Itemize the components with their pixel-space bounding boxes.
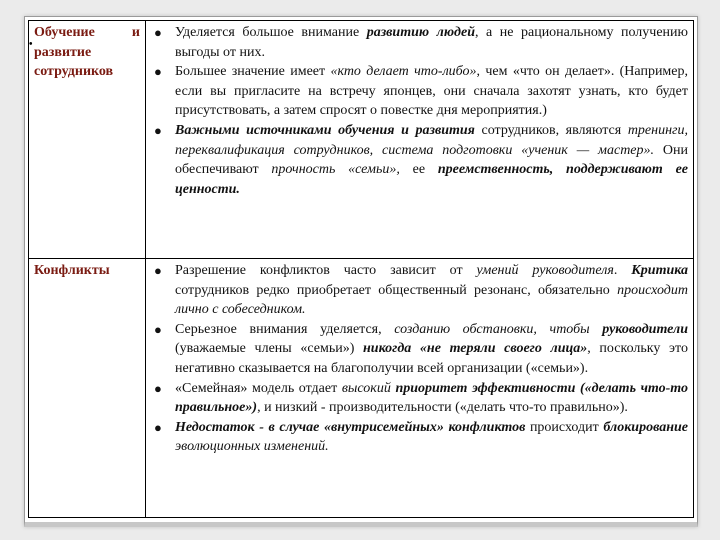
text: происходит [525,419,604,435]
text-emphasis: высокий [341,380,391,396]
text-emphasis: руководители [602,321,688,337]
text-emphasis: блокирование [603,419,689,435]
text: . [613,263,632,278]
list-item [151,320,688,379]
document-page [24,16,698,527]
text-emphasis: приоритет эффективности («делать что-то правильное») [175,380,688,416]
list-item [151,23,688,62]
content-table [28,20,694,518]
text: , и низкий - производительности («делать что-то правильно»). [257,400,628,416]
text-emphasis: прочность «семьи», [271,162,400,178]
text: «Семейная» модель отдает [175,380,342,396]
table-row [29,21,694,259]
text-emphasis: созданию обстановки, чтобы [394,321,603,337]
text: сотрудников редко приобретает общественный резонанс, обязательно [175,282,618,298]
text-emphasis: умений руководителя [476,263,614,278]
list-item [151,379,688,418]
text: Уделяется большое внимание [175,25,367,40]
label-word: сотрудников [34,64,114,80]
bullet-icon: ● [154,419,162,435]
text-emphasis: «кто делает что-либо» [330,64,477,80]
text: (уважаемые члены «семьи») [175,341,364,357]
text: , чем «что он делает». (Например, если вы пригласите на встречу японцев, они сначала захотят узнать, кто будет присутствовать, а затем спросят о повестке дня мероприятия.) [175,64,689,119]
row-content-conflicts [146,259,694,518]
text-emphasis: никогда «не теряли своего лица» [363,341,588,357]
text: Большее значение имеет [175,64,331,80]
text-emphasis: эволюционных изменений. [175,439,329,455]
text: , поскольку это негативно сказывается на благополучии всей организации («семьи»). [175,341,688,376]
text-emphasis: развитию людей [366,25,475,40]
label-word: развитие [34,44,92,60]
list-item [151,121,688,199]
list-item [151,261,688,320]
bullet-icon: ● [154,122,162,138]
row-content-training [146,21,694,259]
row-label-training [29,21,146,259]
text: сотрудников, являются [474,122,628,138]
text: Серьезное внимания уделяется, [175,321,395,337]
text-emphasis: Недостаток - в случае «внутрисемейных» конфликтов [175,419,526,435]
stray-dot: • [29,39,33,50]
text: , а не рациональному получению выгоды от них. [175,25,688,60]
table-row [29,259,694,518]
text: Они обеспечивают [175,142,688,178]
bullet-icon: ● [154,64,162,80]
text-emphasis: тренинги, переквалификация сотрудников, система подготовки «ученик — мастер». [175,122,688,158]
bullet-icon: ● [154,380,162,396]
label-word: и [131,25,140,40]
bullet-icon: ● [154,25,162,40]
bullet-icon: ● [154,321,162,337]
text: ее [399,162,438,178]
text-emphasis: Важными источниками обучения и развития [175,122,475,138]
label-word: Обучение [34,25,95,40]
list-item [151,62,688,121]
row-label-conflicts [29,259,146,518]
text: Разрешение конфликтов часто зависит от [175,263,477,278]
label-word: Конфликты [34,263,110,278]
list-item [151,418,688,457]
text-emphasis: преемственность, поддерживают ее ценности. [175,162,688,197]
text-emphasis: происходит лично с собеседником. [175,282,688,318]
text-emphasis: Критика [631,263,689,278]
bullet-icon: ● [154,263,162,278]
